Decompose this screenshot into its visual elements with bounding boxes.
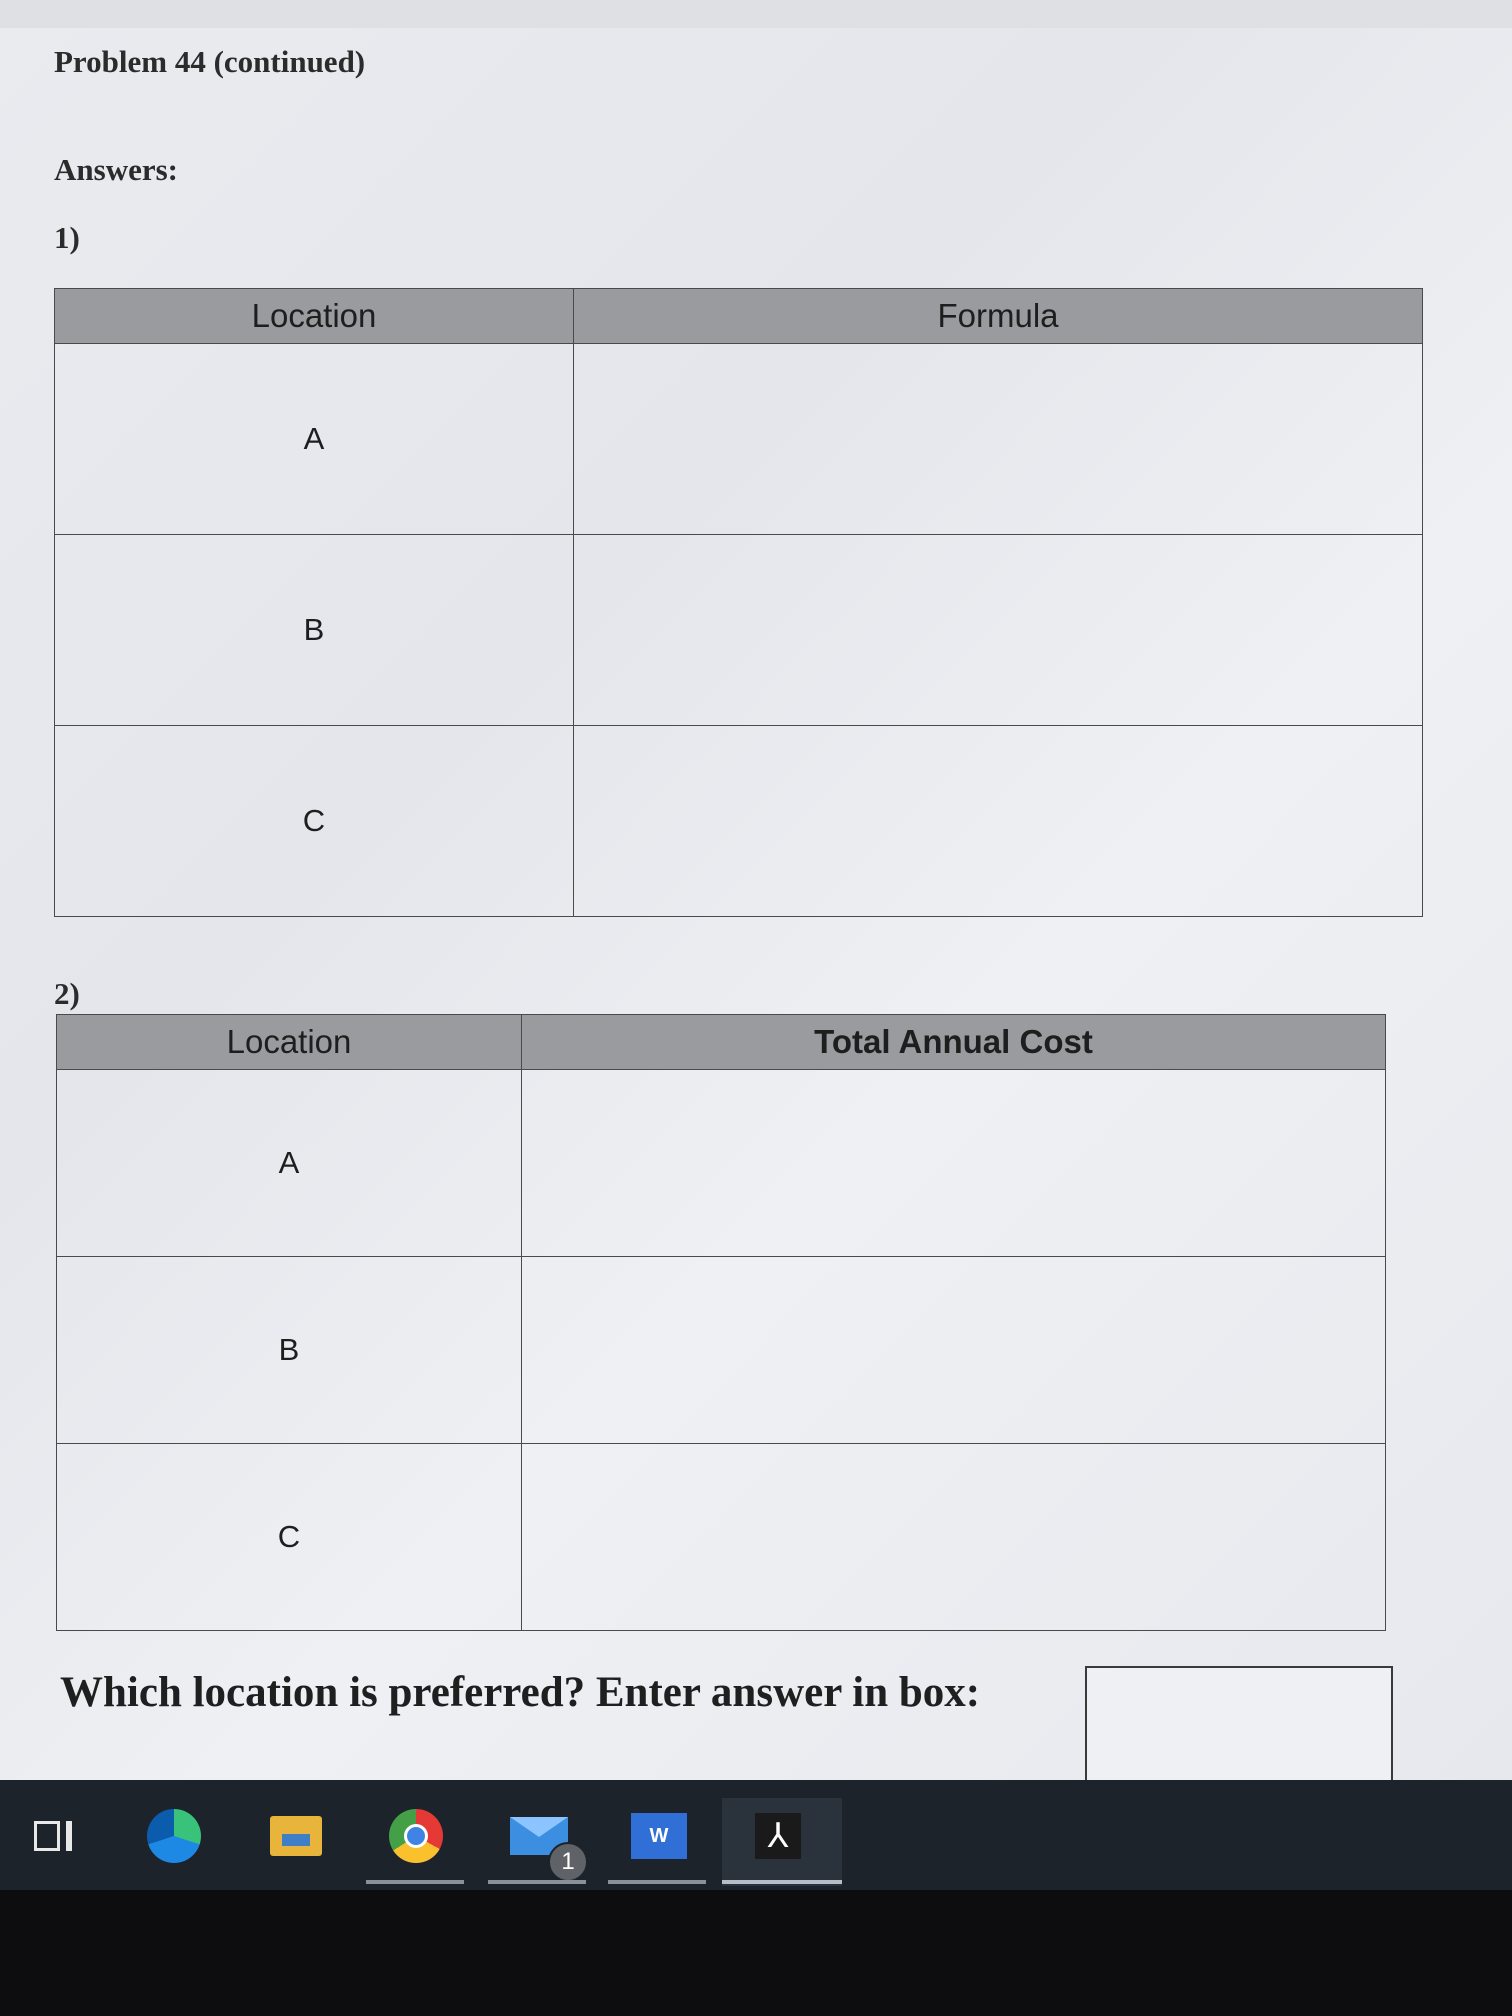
chrome-running-indicator xyxy=(366,1880,464,1884)
screen-top-edge xyxy=(0,0,1512,29)
acrobat-icon[interactable] xyxy=(750,1808,806,1864)
column-header-location: Location xyxy=(57,1015,522,1070)
formula-input-cell[interactable] xyxy=(574,726,1423,917)
table-row xyxy=(55,344,1423,535)
answers-label: Answers: xyxy=(54,152,178,187)
word-icon[interactable] xyxy=(628,1808,690,1864)
acrobat-running-indicator xyxy=(722,1880,842,1884)
total-cost-table xyxy=(56,1014,1386,1631)
page-title: Problem 44 (continued) xyxy=(54,44,366,79)
acrobat-glyph: ⅄ xyxy=(755,1813,801,1859)
formula-input-cell[interactable] xyxy=(574,344,1423,535)
table-row xyxy=(57,1257,1386,1444)
mail-running-indicator xyxy=(488,1880,586,1884)
column-header-formula: Formula xyxy=(574,289,1423,344)
document-page xyxy=(0,28,1512,1812)
formula-input-cell[interactable] xyxy=(574,535,1423,726)
part-1-label: 1) xyxy=(54,220,80,255)
file-explorer-icon[interactable] xyxy=(268,1808,324,1864)
edge-icon[interactable] xyxy=(146,1808,202,1864)
table-row xyxy=(55,535,1423,726)
monitor-bezel xyxy=(0,1890,1512,2016)
location-cell: B xyxy=(57,1257,522,1444)
location-cell: C xyxy=(57,1444,522,1631)
total-cost-input-cell[interactable] xyxy=(522,1257,1386,1444)
table-row xyxy=(55,726,1423,917)
column-header-total-annual-cost: Total Annual Cost xyxy=(522,1015,1386,1070)
preferred-location-answer-box[interactable] xyxy=(1085,1666,1393,1790)
location-cell: C xyxy=(55,726,574,917)
location-cell: A xyxy=(57,1070,522,1257)
chrome-icon[interactable] xyxy=(388,1808,444,1864)
task-view-icon[interactable] xyxy=(30,1808,76,1864)
total-cost-input-cell[interactable] xyxy=(522,1444,1386,1631)
part-2-label: 2) xyxy=(54,976,80,1011)
column-header-location: Location xyxy=(55,289,574,344)
mail-badge: 1 xyxy=(548,1842,588,1882)
location-cell: B xyxy=(55,535,574,726)
word-running-indicator xyxy=(608,1880,706,1884)
word-letter: W xyxy=(631,1813,687,1859)
preferred-location-question: Which location is preferred? Enter answer in box: xyxy=(60,1669,981,1716)
table-row xyxy=(57,1444,1386,1631)
formula-table xyxy=(54,288,1423,917)
total-cost-input-cell[interactable] xyxy=(522,1070,1386,1257)
location-cell: A xyxy=(55,344,574,535)
table-row xyxy=(57,1070,1386,1257)
